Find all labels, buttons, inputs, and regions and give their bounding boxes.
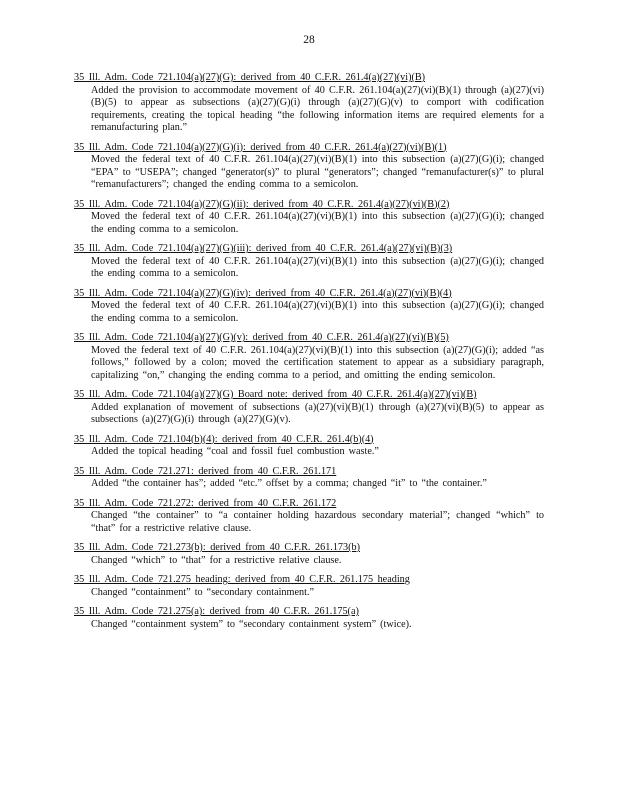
entry-body: Moved the federal text of 40 C.F.R. 261.104(a)(27)(vi)(B)(1) into this subsection (a)(27)(G)(i); added “as follows,” followed by a colon; moved the certification statement to appear as a subsidiary paragraph, capitalizing “on,” changing the ending comma to a period, and omitting the ending semicolon. (91, 344, 544, 381)
entry-body: Changed “which” to “that” for a restrictive relative clause. (91, 554, 342, 566)
entry-body: Added “the container has”; added “etc.” offset by a comma; changed “it” to “the container.” (91, 478, 487, 489)
entry-heading: 35 Ill. Adm. Code 721.273(b): derived from 40 C.F.R. 261.173(b) (74, 542, 360, 553)
entry-heading: 35 Ill. Adm. Code 721.104(a)(27)(G)(iv): derived from 40 C.F.R. 261.4(a)(27)(vi)(B)(4) (74, 287, 452, 299)
entry-body: Added the provision to accommodate movement of 40 C.F.R. 261.104(a)(27)(vi)(B)(1) through (a)(27)(vi)(B)(5) to appear as subsections (a)(27)(G)(i) through (a)(27)(G)(v) to comport with codification requirements, creating the topical heading “the following information items are required elements for a remanufacturing plan.” (91, 84, 544, 133)
entry-body: Changed “the container” to “a container holding hazardous secondary material”; changed “which” to “that” for a restrictive relative clause. (91, 510, 544, 534)
entry-heading: 35 Ill. Adm. Code 721.271: derived from 40 C.F.R. 261.171 (74, 465, 337, 477)
entry (74, 574, 544, 599)
entry (74, 434, 544, 459)
entry (74, 288, 544, 326)
entry-heading: 35 Ill. Adm. Code 721.104(a)(27)(G) Board note: derived from 40 C.F.R. 261.4(a)(27)(vi)(B) (74, 389, 477, 400)
entry-heading: 35 Ill. Adm. Code 721.104(a)(27)(G)(i): derived from 40 C.F.R. 261.4(a)(27)(vi)(B)(1) (74, 141, 447, 153)
entry (74, 72, 544, 135)
entry (74, 142, 544, 192)
entry (74, 606, 544, 631)
entry-heading: 35 Ill. Adm. Code 721.275 heading: derived from 40 C.F.R. 261.175 heading (74, 574, 410, 585)
entry (74, 332, 544, 382)
entry-body: Moved the federal text of 40 C.F.R. 261.104(a)(27)(vi)(B)(1) into this subsection (a)(27)(G)(i); changed “EPA” to “USEPA”; changed “generator(s)” to plural “generators”; changed “remanufacturer(s)” to plural “remanufacturers”; changed the ending comma to a semicolon. (91, 154, 544, 190)
entry (74, 466, 544, 491)
page-number: 28 (303, 34, 315, 46)
entry-heading: 35 Ill. Adm. Code 721.275(a): derived from 40 C.F.R. 261.175(a) (74, 606, 359, 617)
entry (74, 542, 544, 567)
entry-heading: 35 Ill. Adm. Code 721.104(a)(27)(G): derived from 40 C.F.R. 261.4(a)(27)(vi)(B) (74, 72, 426, 83)
entry-body: Added explanation of movement of subsections (a)(27)(vi)(B)(1) through (a)(27)(vi)(B)(5) to appear as subsections (a)(27)(G)(i) through (a)(27)(G)(v). (91, 401, 544, 425)
entry-body: Moved the federal text of 40 C.F.R. 261.104(a)(27)(vi)(B)(1) into this subsection (a)(27)(G)(i); changed the ending comma to a semicolon. (91, 211, 544, 235)
entry-body: Moved the federal text of 40 C.F.R. 261.104(a)(27)(vi)(B)(1) into this subsection (a)(27)(G)(i); changed the ending comma to a semicolon. (91, 255, 544, 279)
entry-heading: 35 Ill. Adm. Code 721.104(a)(27)(G)(v): derived from 40 C.F.R. 261.4(a)(27)(vi)(B)(5) (74, 332, 449, 343)
entry (74, 243, 544, 281)
entry-list (74, 72, 544, 638)
entry (74, 498, 544, 536)
entry-heading: 35 Ill. Adm. Code 721.104(a)(27)(G)(ii): derived from 40 C.F.R. 261.4(a)(27)(vi)(B)(2) (74, 198, 450, 210)
entry-heading: 35 Ill. Adm. Code 721.104(b)(4): derived from 40 C.F.R. 261.4(b)(4) (74, 433, 374, 445)
entry (74, 199, 544, 237)
entry-heading: 35 Ill. Adm. Code 721.104(a)(27)(G)(iii): derived from 40 C.F.R. 261.4(a)(27)(vi)(B)(3) (74, 243, 453, 254)
entry-body: Moved the federal text of 40 C.F.R. 261.104(a)(27)(vi)(B)(1) into this subsection (a)(27)(G)(i); changed the ending comma to a semicolon. (91, 300, 544, 324)
entry-heading: 35 Ill. Adm. Code 721.272: derived from 40 C.F.R. 261.172 (74, 497, 337, 509)
entry-body: Changed “containment system” to “secondary containment system” (twice). (91, 618, 412, 630)
entry (74, 389, 544, 427)
entry-body: Changed “containment” to “secondary containment.” (91, 586, 314, 598)
entry-body: Added the topical heading “coal and fossil fuel combustion waste.” (91, 446, 379, 457)
